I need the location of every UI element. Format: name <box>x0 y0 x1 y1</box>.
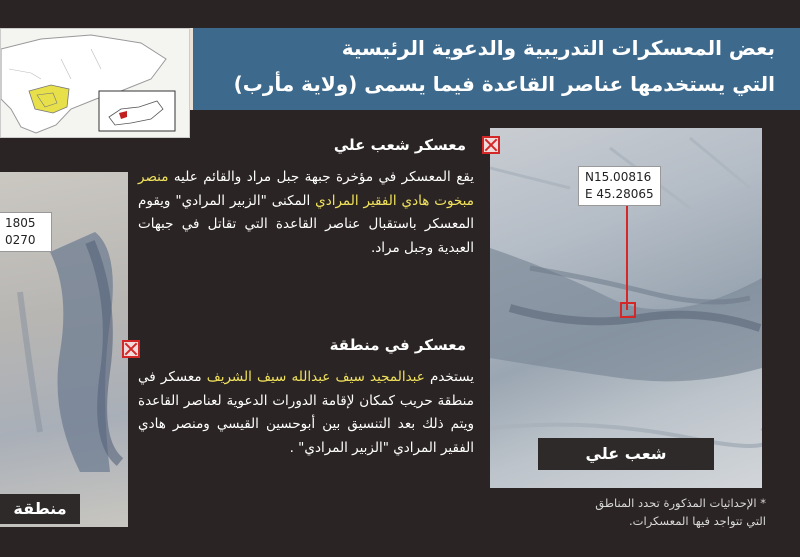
location-marker <box>620 302 636 318</box>
footnote-line2: التي تتواجد فيها المعسكرات. <box>629 514 766 528</box>
coordinate-left-1: 1805 <box>5 216 36 230</box>
camp2-highlight: عبدالمجيد سيف عبدالله سيف الشريف <box>206 369 425 385</box>
footnote-line1: * الإحداثيات المذكورة تحدد المناطق <box>595 496 766 510</box>
camp2-description <box>138 366 474 460</box>
header-title-line1: بعض المعسكرات التدريبية والدعوية الرئيسية <box>341 36 775 60</box>
red-marker-icon <box>122 340 140 358</box>
coordinate-east: E 45.28065 <box>585 187 654 201</box>
header-banner <box>190 28 800 110</box>
camp1-title: معسكر شعب علي <box>333 136 466 154</box>
camp1-text-b: المكنى "الزبير المرادي" ويقوم المعسكر باستقبال عناصر القاعدة التي تقاتل في جبهات العبدية وجبل مراد. <box>138 192 474 256</box>
red-marker-icon <box>482 136 500 154</box>
satellite-image-shaab-ali <box>490 128 762 488</box>
satellite-label-area: منطقة <box>0 494 80 524</box>
coordinate-north: N15.00816 <box>585 170 652 184</box>
coordinate-left-2: 0270 <box>5 233 36 247</box>
map-graphic <box>1 29 189 137</box>
footnote <box>516 494 766 530</box>
camp2-text-a: يستخدم <box>424 369 475 385</box>
yemen-map <box>0 28 190 138</box>
coordinate-box-left <box>0 212 52 252</box>
satellite-label-shaab-ali: شعب علي <box>538 438 714 470</box>
camp1-text-a: يقع المعسكر في مؤخرة جبهة جبل مراد والقائم عليه <box>168 169 474 185</box>
camp1-highlight: منصر مبخوت هادي الفقير المرادي <box>138 169 474 209</box>
satellite-image-area <box>0 172 128 527</box>
camp2-title: معسكر في منطقة <box>329 336 466 354</box>
camp2-text-b: معسكر في منطقة حريب كمكان لإقامة الدورات الدعوية لعناصر القاعدة ويتم ذلك بعد التنسيق بين أبوحسين القيسي ومنصر هادي الفقير المرادي "الزبير المرادي" . <box>138 369 474 456</box>
coordinate-box <box>578 166 661 206</box>
marker-line <box>626 206 628 310</box>
camp1-description <box>138 166 474 260</box>
header-title-line2: التي يستخدمها عناصر القاعدة فيما يسمى (ولاية مأرب) <box>233 72 775 96</box>
